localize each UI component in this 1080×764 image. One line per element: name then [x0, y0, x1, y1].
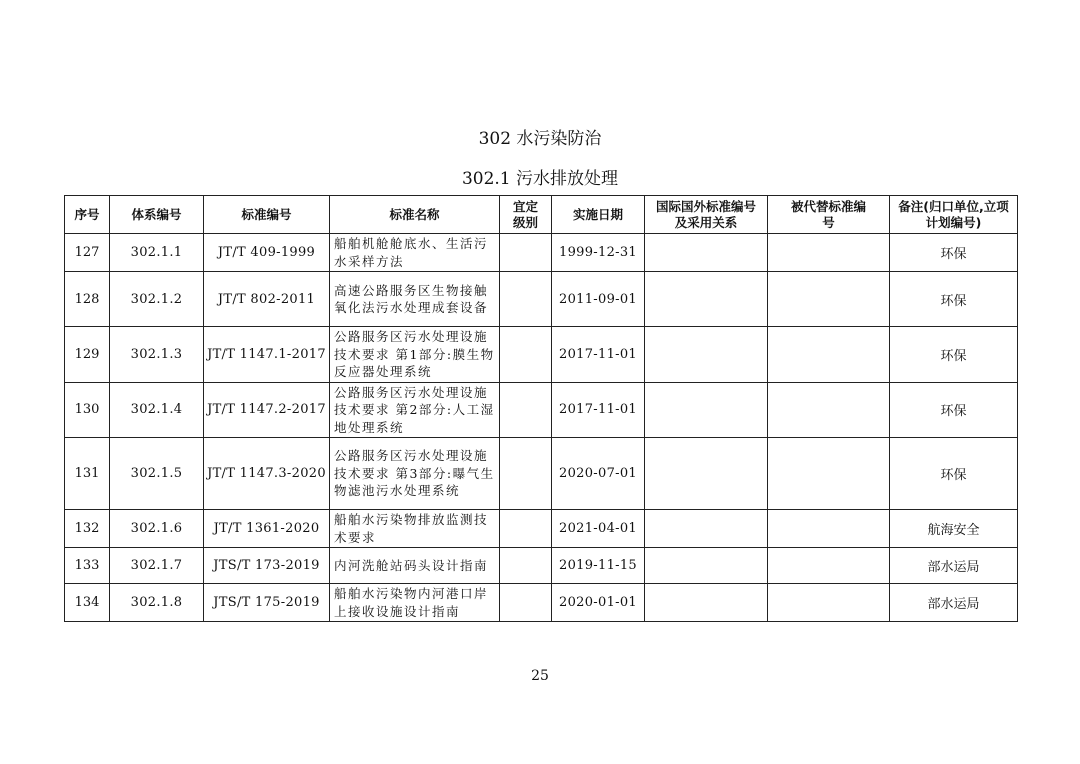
- table-row: [65, 438, 1018, 510]
- subsection-title: 302.1 污水排放处理: [461, 169, 619, 189]
- cell-intl: [645, 510, 768, 548]
- cell-impl-date: 2011-09-01: [552, 272, 645, 327]
- cell-std-name: 船舶水污染物排放监测技术要求: [330, 510, 500, 548]
- cell-intl: [645, 382, 768, 438]
- cell-intl: [645, 438, 768, 510]
- cell-intl: [645, 272, 768, 327]
- cell-std-no: JT/T 1147.3-2020: [204, 438, 330, 510]
- cell-level: [500, 234, 552, 272]
- table-row: [65, 510, 1018, 548]
- header-system-no: 体系编号: [110, 196, 204, 234]
- cell-std-name: 公路服务区污水处理设施技术要求 第2部分:人工湿地处理系统: [330, 382, 500, 438]
- cell-system-no: 302.1.8: [110, 584, 204, 622]
- cell-replaced: [768, 584, 890, 622]
- cell-std-no: JT/T 802-2011: [204, 272, 330, 327]
- cell-std-name: 公路服务区污水处理设施技术要求 第1部分:膜生物反应器处理系统: [330, 327, 500, 383]
- table-row: [65, 272, 1018, 327]
- cell-impl-date: 2019-11-15: [552, 548, 645, 584]
- cell-remark: 航海安全: [890, 510, 1018, 548]
- cell-intl: [645, 548, 768, 584]
- cell-system-no: 302.1.5: [110, 438, 204, 510]
- cell-level: [500, 327, 552, 383]
- cell-std-name: 船舶机舱舱底水、生活污水采样方法: [330, 234, 500, 272]
- cell-intl: [645, 234, 768, 272]
- cell-system-no: 302.1.7: [110, 548, 204, 584]
- cell-remark: 环保: [890, 438, 1018, 510]
- cell-replaced: [768, 234, 890, 272]
- cell-impl-date: 2017-11-01: [552, 327, 645, 383]
- cell-std-no: JT/T 1147.2-2017: [204, 382, 330, 438]
- cell-std-no: JT/T 1147.1-2017: [204, 327, 330, 383]
- cell-system-no: 302.1.3: [110, 327, 204, 383]
- table-header-row: [65, 196, 1018, 234]
- cell-system-no: 302.1.2: [110, 272, 204, 327]
- cell-replaced: [768, 327, 890, 383]
- header-replaced: 被代替标准编号: [768, 196, 890, 234]
- cell-level: [500, 548, 552, 584]
- cell-std-no: JTS/T 173-2019: [204, 548, 330, 584]
- cell-system-no: 302.1.1: [110, 234, 204, 272]
- cell-remark: 环保: [890, 272, 1018, 327]
- header-seq: 序号: [65, 196, 110, 234]
- cell-seq: 131: [65, 438, 110, 510]
- cell-replaced: [768, 548, 890, 584]
- cell-level: [500, 382, 552, 438]
- cell-seq: 129: [65, 327, 110, 383]
- cell-remark: 环保: [890, 234, 1018, 272]
- cell-std-name: 公路服务区污水处理设施技术要求 第3部分:曝气生物滤池污水处理系统: [330, 438, 500, 510]
- section-title: 302 水污染防治: [478, 129, 602, 149]
- cell-seq: 127: [65, 234, 110, 272]
- cell-level: [500, 438, 552, 510]
- cell-std-no: JTS/T 175-2019: [204, 584, 330, 622]
- cell-impl-date: 2021-04-01: [552, 510, 645, 548]
- table-row: [65, 234, 1018, 272]
- cell-std-no: JT/T 1361-2020: [204, 510, 330, 548]
- cell-impl-date: 2017-11-01: [552, 382, 645, 438]
- cell-std-name: 内河洗舱站码头设计指南: [330, 548, 500, 584]
- cell-level: [500, 272, 552, 327]
- cell-remark: 部水运局: [890, 548, 1018, 584]
- cell-seq: 128: [65, 272, 110, 327]
- header-remark: 备注(归口单位,立项计划编号): [890, 196, 1018, 234]
- cell-replaced: [768, 382, 890, 438]
- header-level: 宜定级别: [500, 196, 552, 234]
- table-row: [65, 548, 1018, 584]
- cell-seq: 134: [65, 584, 110, 622]
- cell-replaced: [768, 510, 890, 548]
- cell-seq: 130: [65, 382, 110, 438]
- cell-std-name: 高速公路服务区生物接触氧化法污水处理成套设备: [330, 272, 500, 327]
- cell-impl-date: 1999-12-31: [552, 234, 645, 272]
- table-row: [65, 382, 1018, 438]
- header-std-name: 标准名称: [330, 196, 500, 234]
- cell-std-name: 船舶水污染物内河港口岸上接收设施设计指南: [330, 584, 500, 622]
- cell-system-no: 302.1.4: [110, 382, 204, 438]
- cell-impl-date: 2020-07-01: [552, 438, 645, 510]
- cell-replaced: [768, 272, 890, 327]
- cell-intl: [645, 327, 768, 383]
- cell-replaced: [768, 438, 890, 510]
- cell-impl-date: 2020-01-01: [552, 584, 645, 622]
- standards-table: [64, 195, 1018, 622]
- page-number: 25: [531, 668, 549, 684]
- cell-remark: 环保: [890, 327, 1018, 383]
- cell-level: [500, 584, 552, 622]
- cell-intl: [645, 584, 768, 622]
- cell-remark: 部水运局: [890, 584, 1018, 622]
- cell-seq: 132: [65, 510, 110, 548]
- cell-level: [500, 510, 552, 548]
- cell-std-no: JT/T 409-1999: [204, 234, 330, 272]
- cell-seq: 133: [65, 548, 110, 584]
- cell-remark: 环保: [890, 382, 1018, 438]
- table-row: [65, 327, 1018, 383]
- header-std-no: 标准编号: [204, 196, 330, 234]
- cell-system-no: 302.1.6: [110, 510, 204, 548]
- table-row: [65, 584, 1018, 622]
- header-impl-date: 实施日期: [552, 196, 645, 234]
- header-intl: 国际国外标准编号及采用关系: [645, 196, 768, 234]
